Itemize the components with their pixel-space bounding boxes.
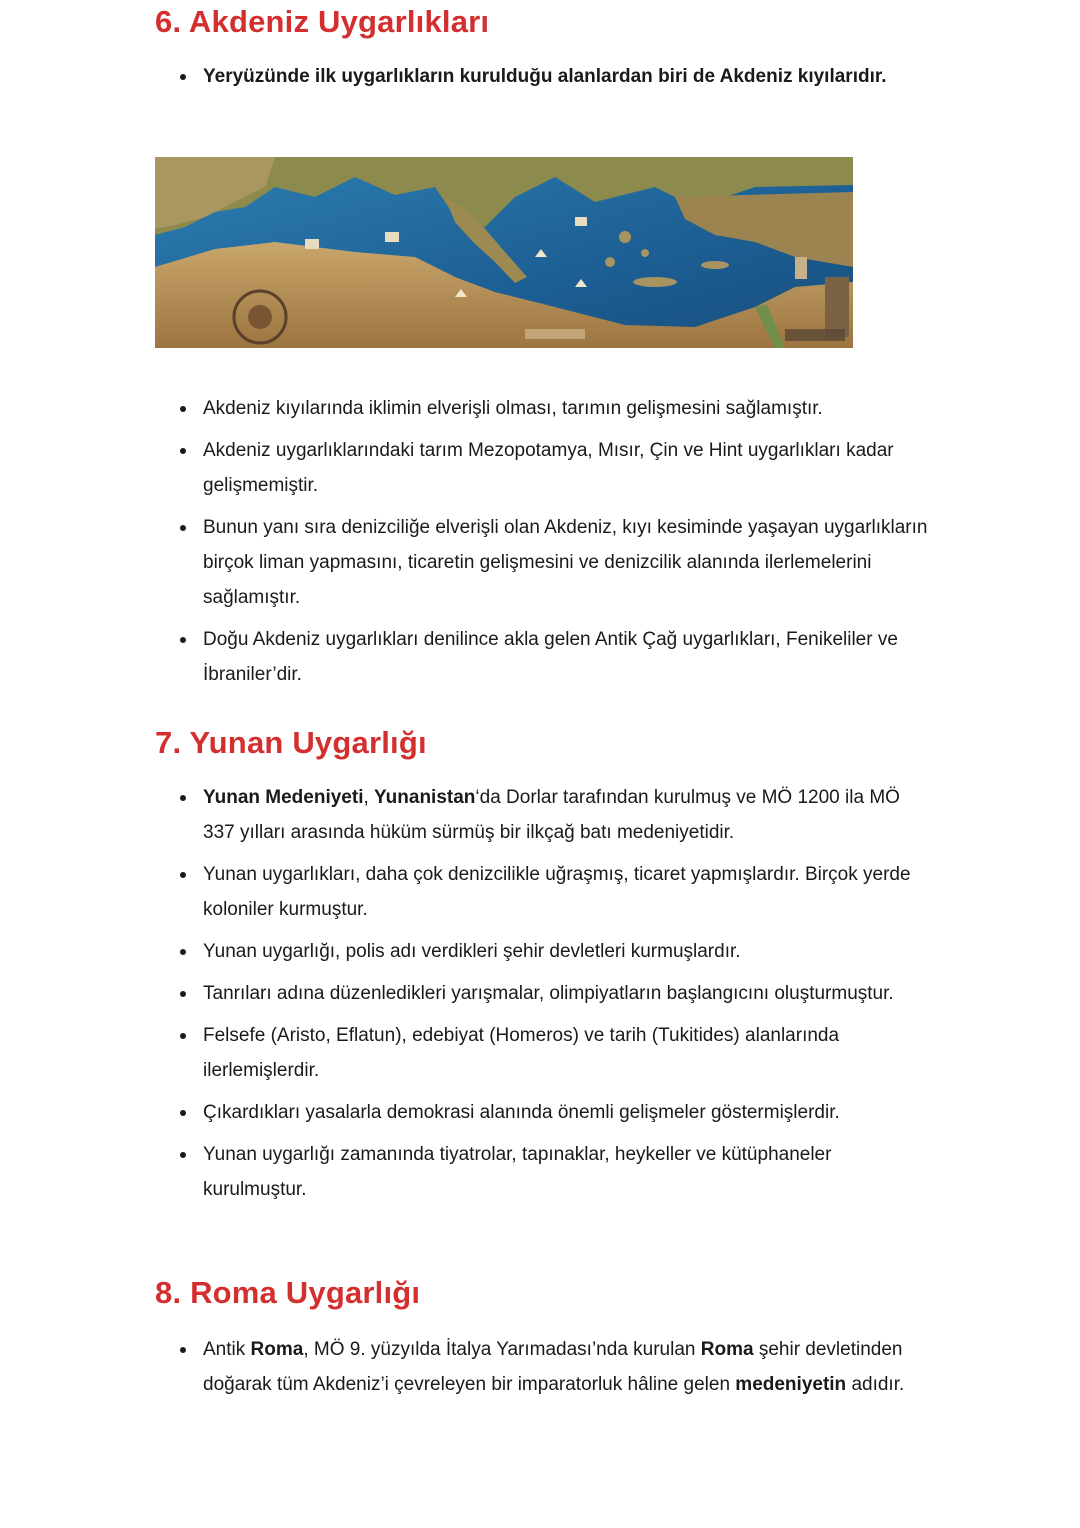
list-item: Akdeniz kıyılarında iklimin elverişli olması, tarımın gelişmesini sağlamıştır.	[155, 391, 935, 426]
roma-bullet-list	[155, 1332, 935, 1409]
list-item: Bunun yanı sıra denizciliğe elverişli olan Akdeniz, kıyı kesiminde yaşayan uygarlıkların birçok liman yapmasını, ticaretin gelişmesini ve denizcilik alanında ilerlemelerini sağlamıştır.	[155, 510, 935, 615]
list-item: Doğu Akdeniz uygarlıkları denilince akla gelen Antik Çağ uygarlıkları, Fenikeliler ve İbraniler’dir.	[155, 622, 935, 692]
list-item: Yunan uygarlığı, polis adı verdikleri şehir devletleri kurmuşlardır.	[155, 934, 935, 969]
bold-term: Roma	[700, 1339, 754, 1360]
bold-term: Roma	[250, 1339, 304, 1360]
bold-term: Yunan Medeniyeti	[203, 787, 364, 808]
list-item: Yeryüzünde ilk uygarlıkların kurulduğu alanlardan biri de Akdeniz kıyılarıdır.	[155, 59, 935, 94]
list-item: Felsefe (Aristo, Eflatun), edebiyat (Homeros) ve tarih (Tukitides) alanlarında ilerlemişlerdir.	[155, 1018, 935, 1088]
yunan-bullet-list	[155, 780, 935, 1214]
text-run: , MÖ 9. yüzyılda İtalya Yarımadası’nda kurulan	[303, 1339, 701, 1360]
section-title-yunan: 7. Yunan Uygarlığı	[155, 725, 427, 760]
text-run: ‘da Dorlar tarafından kurulmuş ve MÖ 1200 ila MÖ 337 yılları arasında hüküm sürmüş bir ilkçağ batı medeniyetidir.	[203, 787, 900, 843]
list-item: Yunan uygarlığı zamanında tiyatrolar, tapınaklar, heykeller ve kütüphaneler kurulmuştur.	[155, 1137, 935, 1207]
section-title-roma: 8. Roma Uygarlığı	[155, 1275, 421, 1310]
text-run: şehir devletinden doğarak tüm Akdeniz’i çevreleyen bir imparatorluk hâline gelen	[203, 1339, 903, 1395]
list-item	[155, 1332, 935, 1402]
list-item: Akdeniz uygarlıklarındaki tarım Mezopotamya, Mısır, Çin ve Hint uygarlıkları kadar gelişmemiştir.	[155, 433, 935, 503]
text-run: ,	[363, 787, 375, 808]
list-item: Çıkardıkları yasalarla demokrasi alanında önemli gelişmeler göstermişlerdir.	[155, 1095, 935, 1130]
bold-term: medeniyetin	[735, 1374, 847, 1395]
section-title-akdeniz: 6. Akdeniz Uygarlıkları	[155, 4, 490, 39]
bold-term: Yunanistan	[374, 787, 476, 808]
akdeniz-intro-list	[155, 59, 935, 101]
mediterranean-map-image	[155, 157, 853, 348]
akdeniz-bullet-list	[155, 391, 935, 699]
list-item	[155, 780, 935, 850]
list-item: Tanrıları adına düzenledikleri yarışmalar, olimpiyatların başlangıcını oluşturmuştur.	[155, 976, 935, 1011]
text-run: adıdır.	[846, 1374, 905, 1395]
text-run: Antik	[203, 1339, 251, 1360]
list-item: Yunan uygarlıkları, daha çok denizcilikle uğraşmış, ticaret yapmışlardır. Birçok yerde koloniler kurmuştur.	[155, 857, 935, 927]
